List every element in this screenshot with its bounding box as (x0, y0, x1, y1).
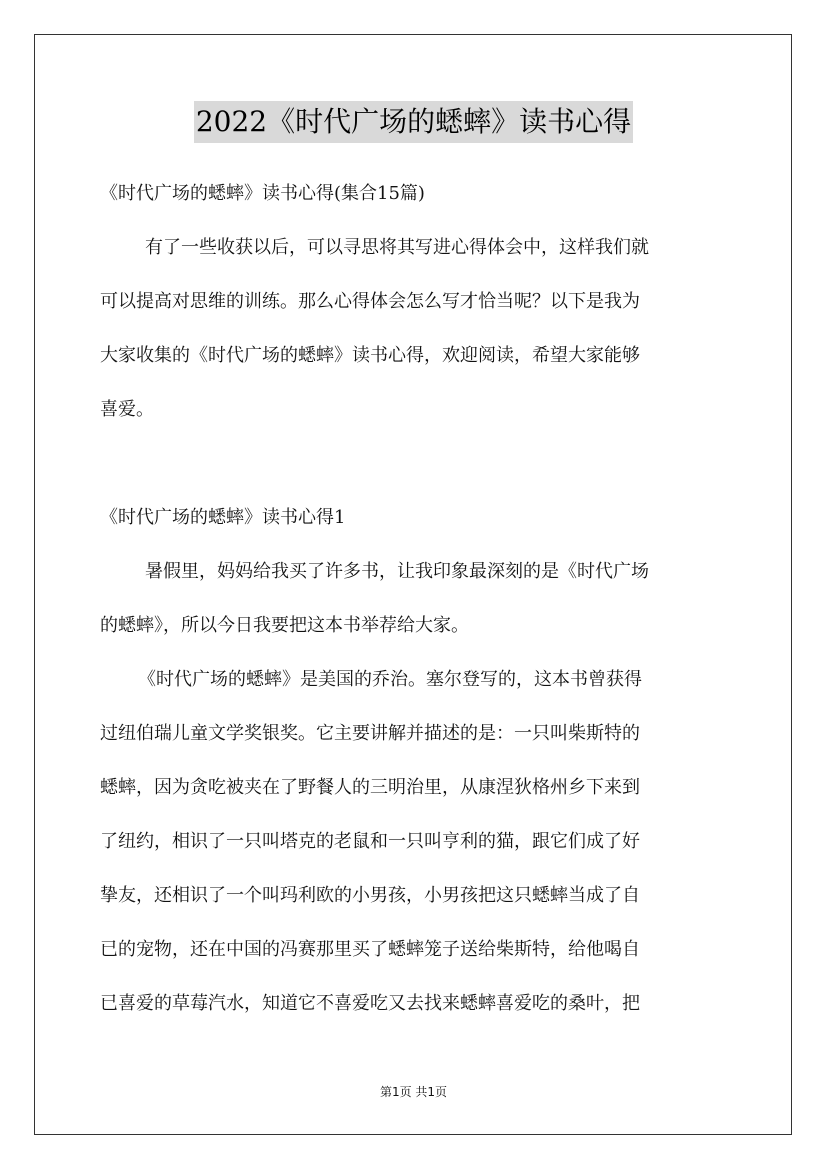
intro-line-1: 有了一些收获以后，可以寻思将其写进心得体会中，这样我们就 (145, 237, 649, 258)
para2-line-6: 已的宠物，还在中国的冯赛那里买了蟋蟀笼子送给柴斯特，给他喝自 (100, 939, 640, 960)
intro-line-2: 可以提高对思维的训练。那么心得体会怎么写才恰当呢？以下是我为 (100, 291, 640, 312)
para2-line-7: 已喜爱的草莓汽水，知道它不喜爱吃又去找来蟋蟀喜爱吃的桑叶，把 (100, 993, 640, 1014)
para2-line-1: 《时代广场的蟋蟀》是美国的乔治。塞尔登写的，这本书曾获得 (138, 669, 642, 690)
title-wrap (0, 101, 827, 143)
intro-line-3: 大家收集的《时代广场的蟋蟀》读书心得，欢迎阅读，希望大家能够 (100, 345, 640, 366)
para1-line-2: 的蟋蟀》，所以今日我要把这本书举荐给大家。 (100, 615, 469, 636)
para2-line-2: 过纽伯瑞儿童文学奖银奖。它主要讲解并描述的是：一只叫柴斯特的 (100, 723, 640, 744)
para2-line-3: 蟋蟀，因为贪吃被夹在了野餐人的三明治里，从康涅狄格州乡下来到 (100, 777, 640, 798)
document-subtitle: 《时代广场的蟋蟀》读书心得(集合15篇) (100, 183, 425, 204)
intro-line-4: 喜爱。 (100, 399, 154, 420)
page-footer: 第1页 共1页 (379, 1085, 448, 1099)
section-heading: 《时代广场的蟋蟀》读书心得1 (100, 507, 346, 528)
para2-line-5: 挚友，还相识了一个叫玛利欧的小男孩，小男孩把这只蟋蟀当成了自 (100, 885, 640, 906)
para1-line-1: 暑假里，妈妈给我买了许多书，让我印象最深刻的是《时代广场 (145, 561, 649, 582)
document-title: 2022《时代广场的蟋蟀》读书心得 (194, 101, 633, 143)
para2-line-4: 了纽约，相识了一只叫塔克的老鼠和一只叫亨利的猫，跟它们成了好 (100, 831, 640, 852)
